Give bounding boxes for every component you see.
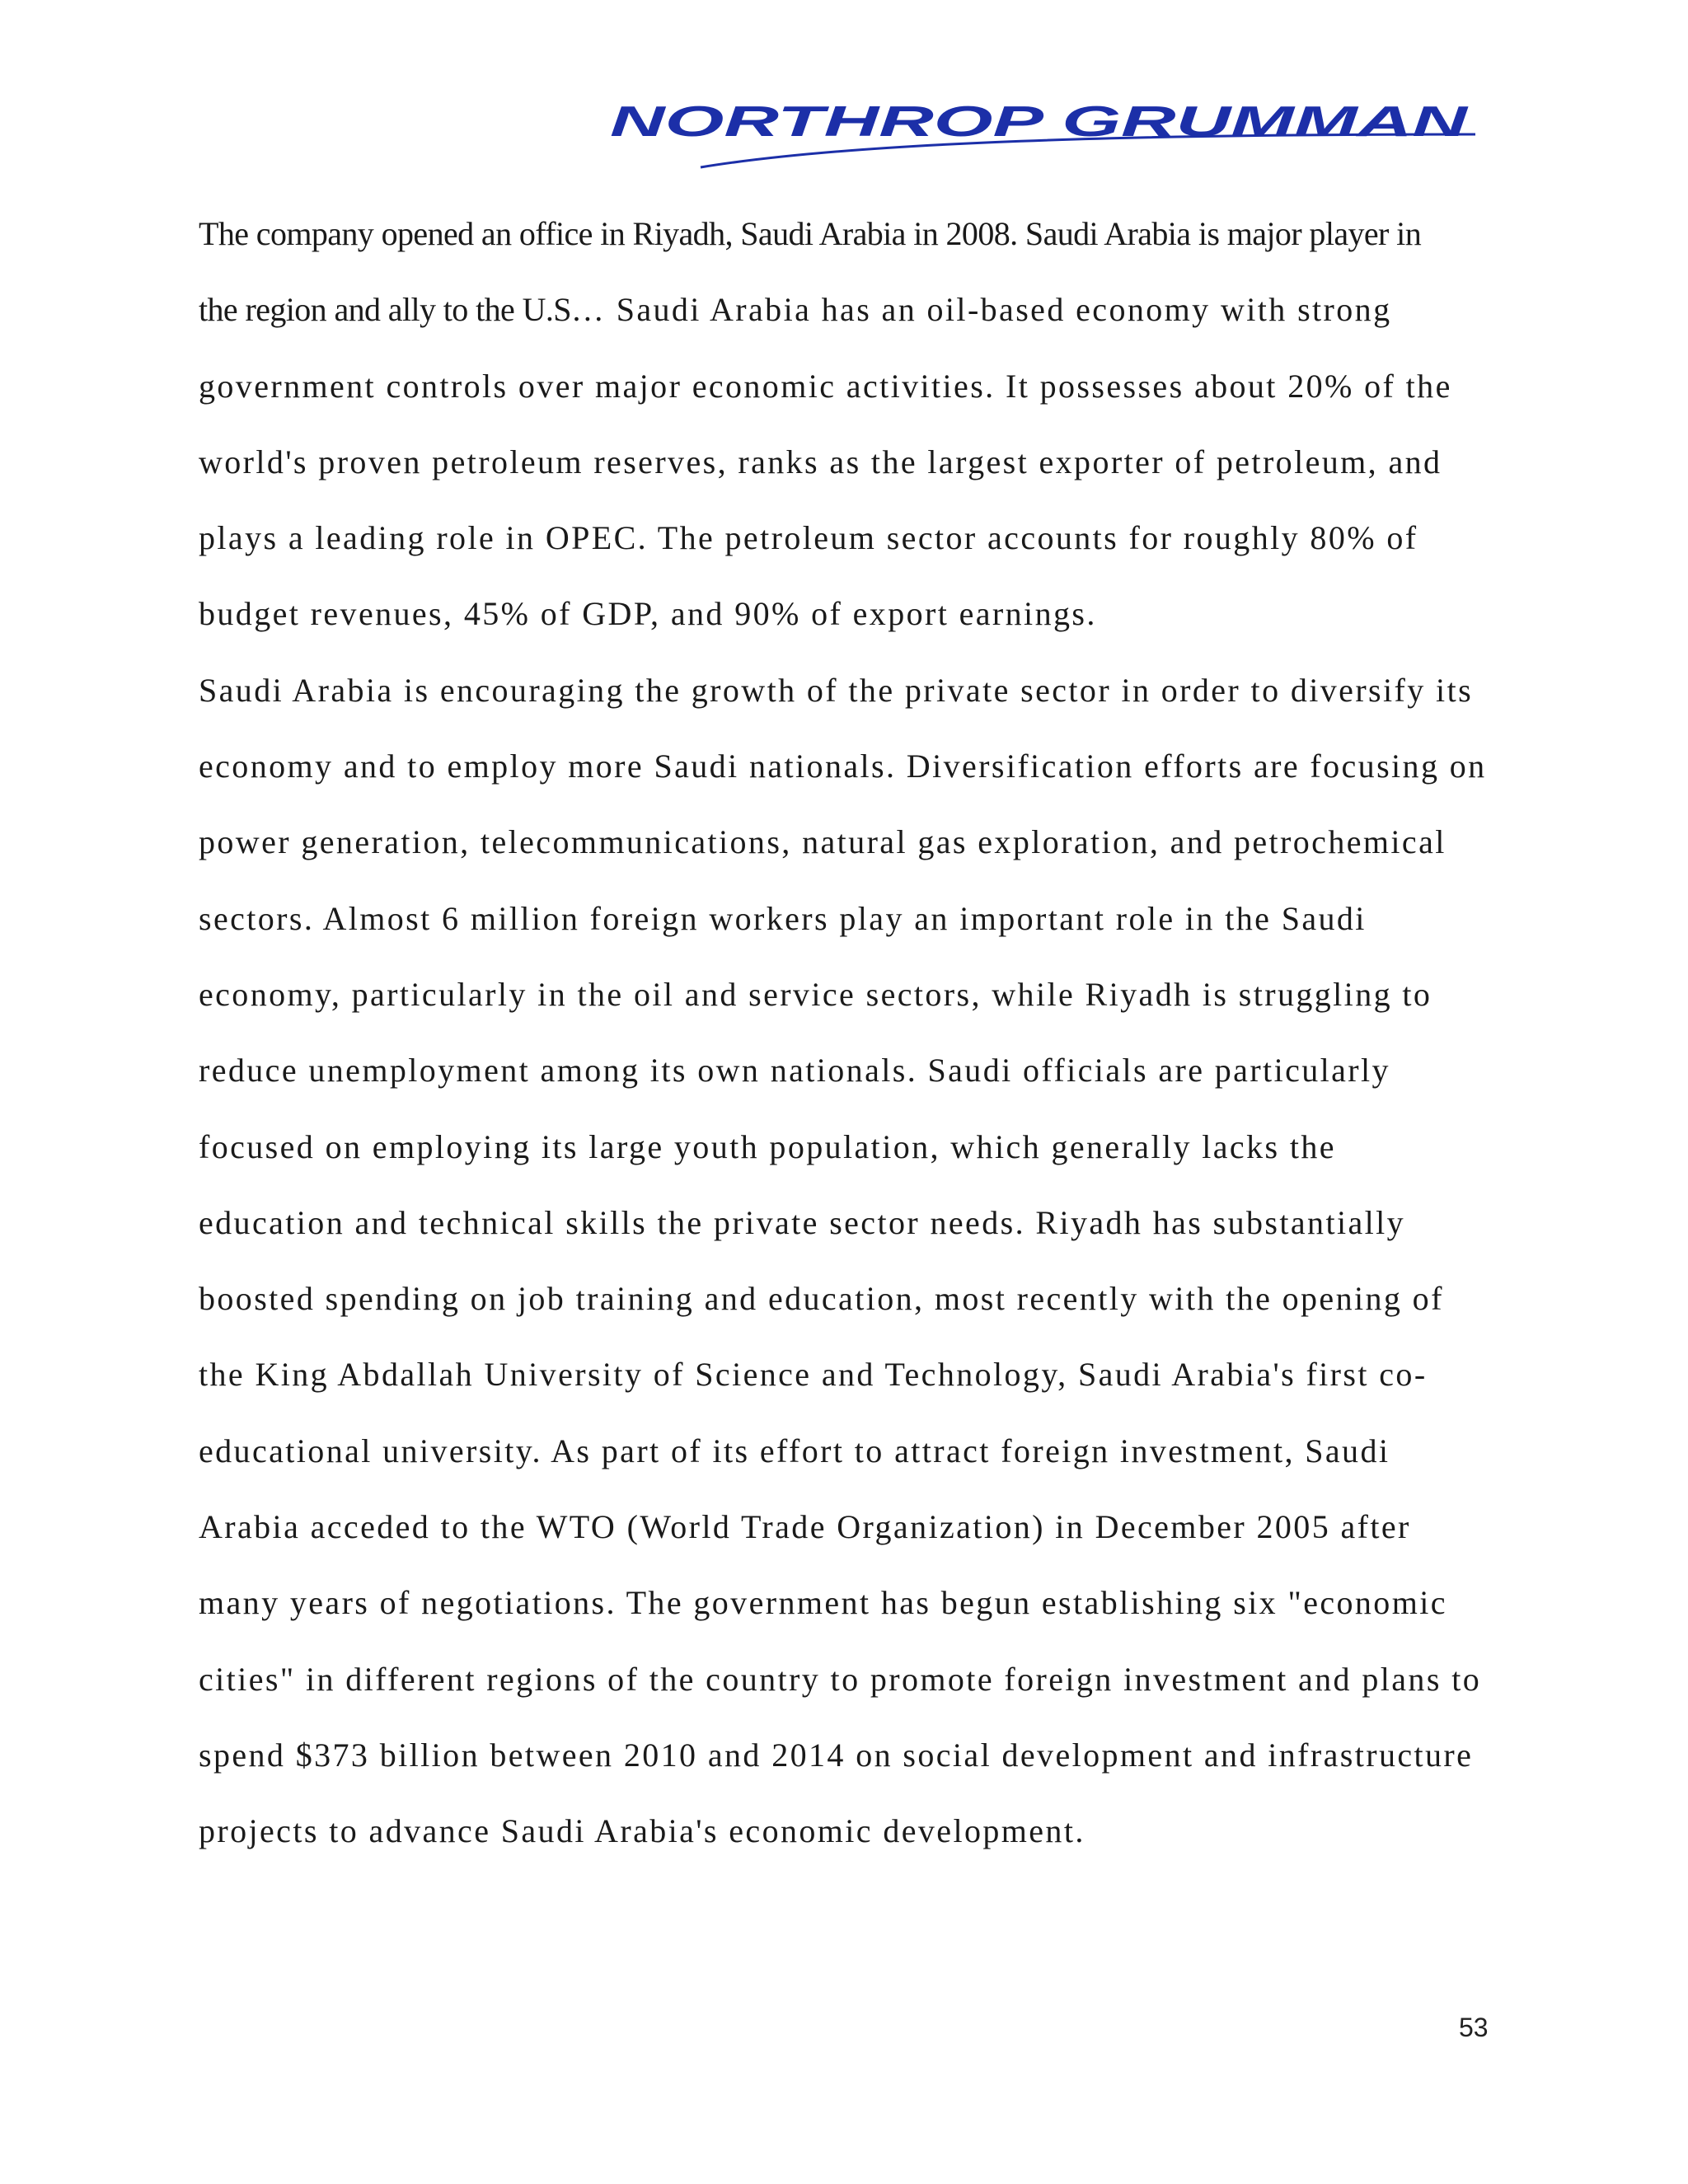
text-line: education and technical skills the private sector needs. Riyadh has substantially <box>199 1203 1406 1241</box>
text-line: the region and ally to the U.S… Saudi Arabia has an oil-based economy with strong <box>199 291 1392 329</box>
text-line: economy, particularly in the oil and service sectors, while Riyadh is struggling to <box>199 975 1432 1013</box>
northrop-grumman-logo <box>593 95 1484 185</box>
text-line: Arabia acceded to the WTO (World Trade Organization) in December 2005 after <box>199 1508 1411 1546</box>
page-number: 53 <box>1459 2013 1489 2042</box>
text-line: government controls over major economic activities. It possesses about 20% of the <box>199 367 1452 405</box>
text-line: reduce unemployment among its own nationals. Saudi officials are particularly <box>199 1052 1390 1090</box>
text-line: educational university. As part of its effort to attract foreign investment, Saudi <box>199 1432 1390 1469</box>
text-line: boosted spending on job training and education, most recently with the opening of <box>199 1280 1444 1318</box>
body-paragraphs <box>199 196 1501 1870</box>
text-line: many years of negotiations. The government has begun establishing six "economic <box>199 1584 1447 1622</box>
text-line: cities" in different regions of the country to promote foreign investment and plans to <box>199 1660 1482 1698</box>
text-line: sectors. Almost 6 million foreign workers play an important role in the Saudi <box>199 899 1367 937</box>
text-line: power generation, telecommunications, natural gas exploration, and petrochemical <box>199 823 1447 861</box>
text-line: budget revenues, 45% of GDP, and 90% of export earnings. <box>199 595 1097 633</box>
text-line: focused on employing its large youth population, which generally lacks the <box>199 1127 1336 1165</box>
text-line: spend $373 billion between 2010 and 2014 on social development and infrastructure <box>199 1736 1474 1774</box>
text-line: plays a leading role in OPEC. The petroleum sector accounts for roughly 80% of <box>199 519 1418 557</box>
text-line: world's proven petroleum reserves, ranks as the largest exporter of petroleum, and <box>199 443 1442 480</box>
text-line: projects to advance Saudi Arabia's economic development. <box>199 1812 1085 1850</box>
svg-text:NORTHROP GRUMMAN: NORTHROP GRUMMAN <box>610 98 1470 146</box>
text-line: The company opened an office in Riyadh, Saudi Arabia in 2008. Saudi Arabia is major player in <box>199 215 1422 252</box>
text-line: economy and to employ more Saudi nationals. Diversification efforts are focusing on <box>199 748 1487 785</box>
text-line: Saudi Arabia is encouraging the growth of the private sector in order to diversify its <box>199 671 1474 709</box>
text-line: the King Abdallah University of Science and Technology, Saudi Arabia's first co- <box>199 1356 1428 1394</box>
